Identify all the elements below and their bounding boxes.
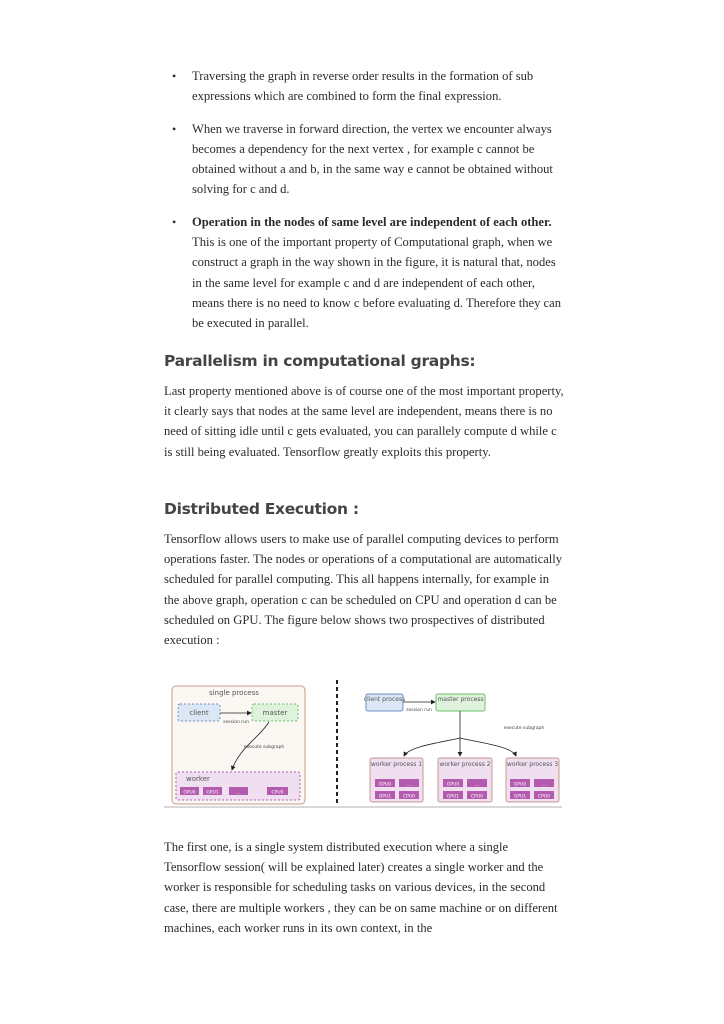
device-label: GPU0: [183, 790, 196, 796]
left-master-label: master: [262, 709, 288, 717]
left-client-label: client: [189, 709, 209, 717]
worker-label: worker process 1: [370, 761, 423, 768]
right-master-label: master process: [437, 696, 484, 703]
bullet-item: [164, 119, 564, 200]
device-label: CPU0: [537, 794, 551, 800]
worker-label: worker process 3: [506, 761, 559, 768]
device-label: ...: [541, 782, 547, 788]
single-process-title: single process: [209, 689, 259, 697]
bullet-item: [164, 66, 564, 106]
device-label: GPU1: [378, 794, 392, 800]
device-label: GPU0: [513, 782, 527, 788]
worker-process-2: [438, 758, 492, 802]
right-client-label: client process: [363, 696, 406, 703]
worker-label: worker process 2: [439, 761, 491, 768]
worker-process-1: [370, 758, 423, 802]
bullet-item: [164, 212, 564, 333]
left-execute-subgraph-label: execute subgraph: [243, 745, 285, 750]
right-arrow-worker-3: [460, 738, 516, 756]
bullet-text: Traversing the graph in reverse order results in the formation of sub expressions which are combined to form the final expression.: [192, 69, 534, 104]
device-label: GPU1: [206, 790, 219, 796]
left-worker-label: worker: [186, 775, 210, 783]
device-label: GPU0: [378, 782, 392, 788]
device-label: CPU0: [402, 794, 416, 800]
device-label: GPU1: [513, 794, 527, 800]
paragraph-parallelism: Last property mentioned above is of course one of the most important property, it clearly says that nodes at the same level are independent, means there is no need of sitting idle until c gets evaluated, you can parallely compute d while c is still being evaluated. Tensorflow greatly exploits this property.: [164, 384, 564, 459]
device-label: GPU1: [446, 794, 460, 800]
left-worker-devices: [180, 787, 288, 796]
right-session-run-label: session run: [406, 708, 432, 713]
bullet-bold-text: Operation in the nodes of same level are independent of each other.: [192, 215, 552, 229]
right-execute-subgraph-label: execute subgraph: [503, 726, 545, 731]
bullet-marker: •: [172, 215, 177, 229]
heading-distributed-execution: Distributed Execution :: [164, 500, 359, 518]
left-session-run-label: session run: [223, 720, 249, 725]
device-label: CPU0: [470, 794, 484, 800]
distributed-execution-figure: [164, 678, 562, 808]
bullet-marker: •: [172, 121, 177, 136]
bullet-list: [164, 66, 564, 346]
device-label: CPU0: [271, 790, 284, 796]
device-label: ...: [406, 782, 412, 788]
device-label: GPU0: [446, 782, 460, 788]
bullet-text: When we traverse in forward direction, the vertex we encounter always becomes a dependency for the next vertex , for example c cannot be obtained without a and b, in the same way e cannot be obtained without solving for c and d.: [192, 121, 553, 197]
right-arrow-worker-1: [404, 738, 460, 756]
bullet-marker: •: [172, 69, 177, 83]
device-label: ...: [474, 782, 480, 788]
paragraph-distributed-execution: Tensorflow allows users to make use of parallel computing devices to perform operations faster. The nodes or operations of a computational are automatically scheduled for parallel computing. This all happens internally, for example in the above graph, operation c can be scheduled on CPU and operation d can be scheduled on GPU. The figure below shows two prospectives of distributed execution :: [164, 532, 563, 648]
bullet-text: This is one of the important property of Computational graph, when we construct a graph in the way shown in the figure, it is natural that, nodes in the same level for example c and d are independent of each other, means there is no need to know c before evaluating d. Therefore they can be executed in parallel.: [192, 235, 562, 331]
heading-parallelism: Parallelism in computational graphs:: [164, 352, 476, 370]
worker-process-3: [506, 758, 559, 802]
device-label: ...: [236, 790, 241, 796]
paragraph-closing: The first one, is a single system distributed execution where a single Tensorflow session( will be explained later) creates a single worker and the worker is responsible for scheduling tasks on various devices, in the second case, there are multiple workers , they can be on same machine or on different machines, each worker runs in its own context, in the: [164, 840, 558, 935]
